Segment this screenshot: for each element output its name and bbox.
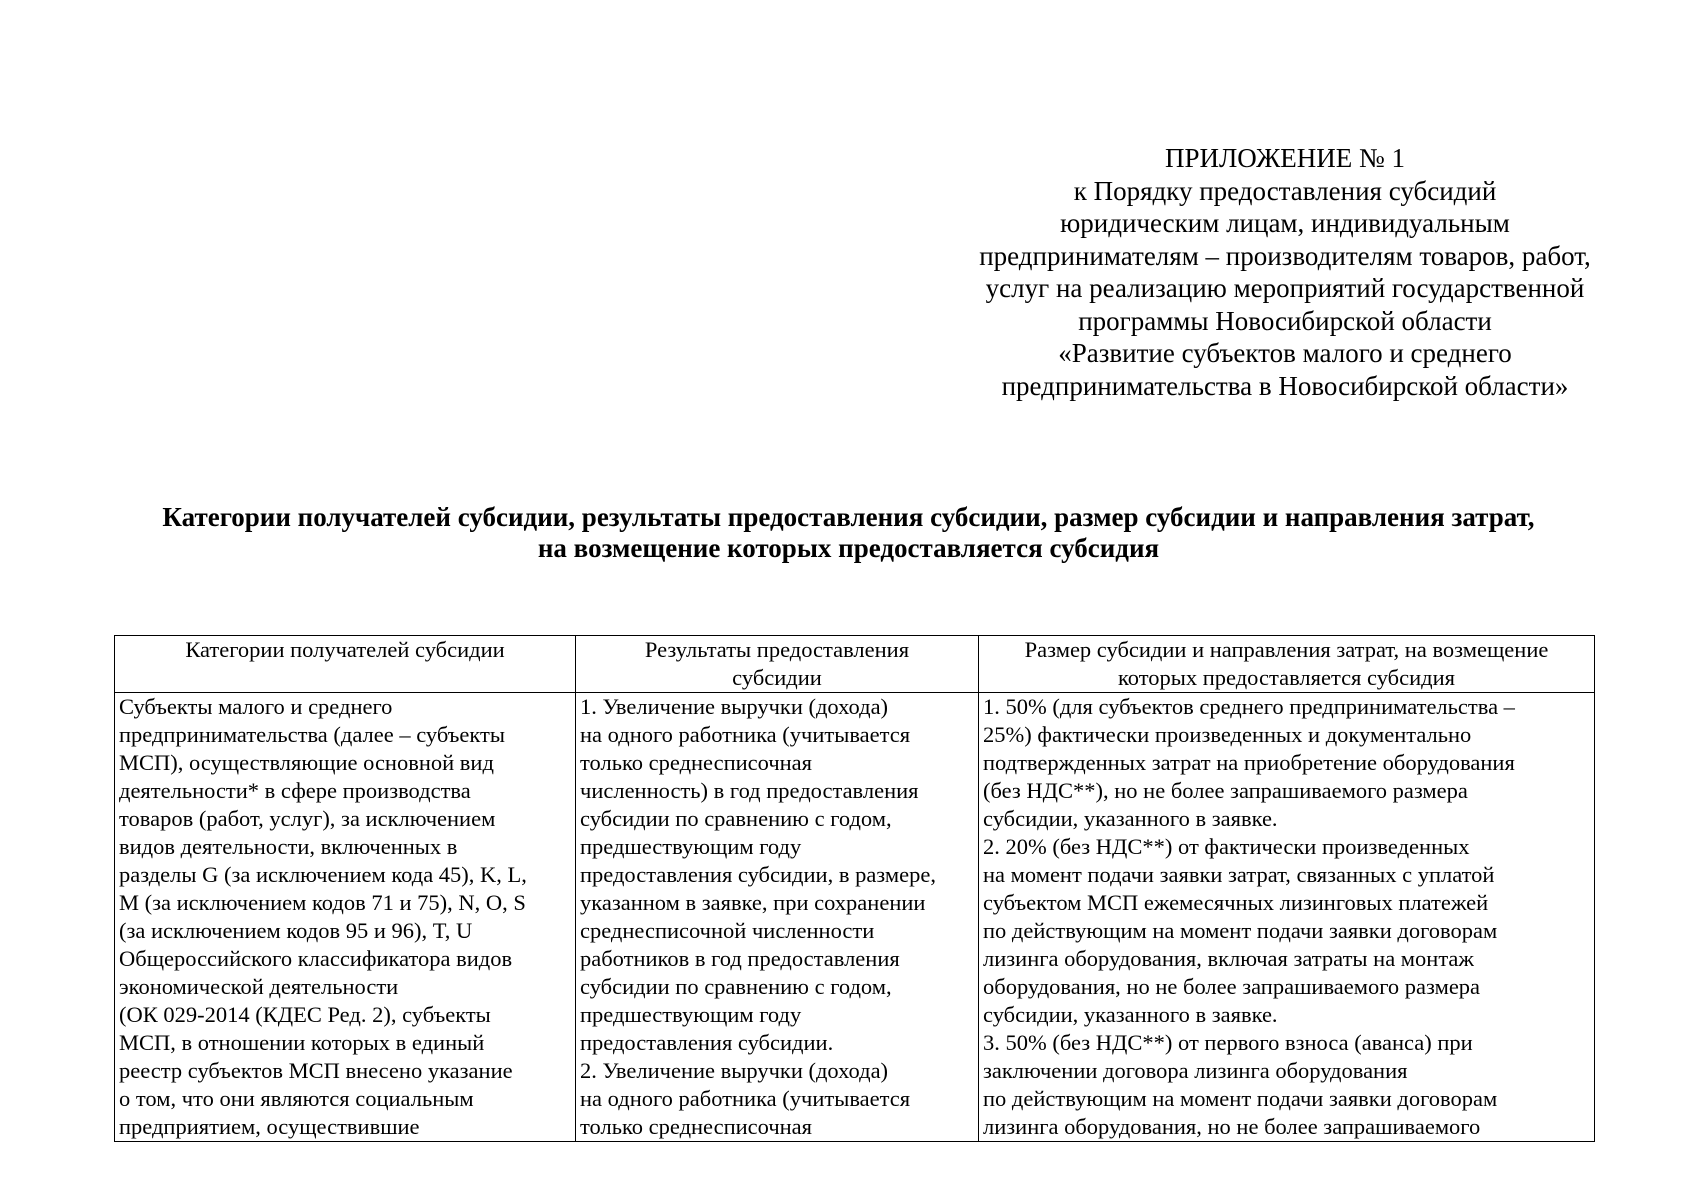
cell-text-line: по действующим на момент подачи заявки договорам	[983, 918, 1498, 943]
title-line: Категории получателей субсидии, результаты предоставления субсидии, размер субсидии и направления затрат,	[162, 502, 1535, 532]
cell-text-line: работников в год предоставления	[580, 946, 900, 971]
cell-text-line: Общероссийского классификатора видов	[119, 946, 513, 971]
cell-text-line: предшествующим году	[580, 1002, 802, 1027]
cell-text-line: предшествующим году	[580, 834, 802, 859]
column-header-line: субсидии	[732, 664, 822, 690]
cell-text-line: (без НДС**), но не более запрашиваемого размера	[983, 778, 1468, 803]
appendix-line: ПРИЛОЖЕНИЕ № 1	[1164, 143, 1406, 173]
cell-text-line: лизинга оборудования, включая затраты на монтаж	[983, 946, 1474, 971]
column-header-line: Размер субсидии и направления затрат, на возмещение	[1024, 637, 1549, 662]
cell-text-line: на момент подачи заявки затрат, связанных с уплатой	[983, 862, 1495, 887]
cell-text-line: лизинга оборудования, но не более запрашиваемого	[983, 1114, 1481, 1139]
cell-text-line: численность) в год предоставления	[580, 778, 919, 803]
cell-text-line: 1. Увеличение выручки (дохода)	[580, 694, 889, 719]
cell-text-line: субсидии по сравнению с годом,	[580, 806, 892, 831]
title-line: на возмещение которых предоставляется субсидия	[537, 533, 1160, 563]
appendix-line: к Порядку предоставления субсидий	[1073, 175, 1497, 206]
cell-text-line: МСП), осуществляющие основной вид	[119, 750, 494, 775]
cell-text-line: оборудования, но не более запрашиваемого размера	[983, 974, 1481, 999]
cell-text-line: только среднесписочная	[580, 750, 813, 775]
appendix-line: предпринимателям – производителям товаров, работ,	[979, 240, 1591, 271]
cell-text-line: 25%) фактически произведенных и документально	[983, 722, 1472, 747]
cell-text-line: субсидии по сравнению с годом,	[580, 974, 892, 999]
cell-text-line: на одного работника (учитывается	[580, 722, 911, 747]
cell-text-line: субсидии, указанного в заявке.	[983, 806, 1278, 831]
cell-text-line: предоставления субсидии, в размере,	[580, 862, 936, 887]
cell-text-line: 2. 20% (без НДС**) от фактически произведенных	[983, 834, 1470, 859]
cell-text-line: 2. Увеличение выручки (дохода)	[580, 1058, 889, 1083]
document-title	[60, 502, 1637, 564]
appendix-header	[920, 142, 1650, 402]
cell-text-line: МСП, в отношении которых в единый	[119, 1030, 485, 1055]
column-header-line: Результаты предоставления	[644, 637, 910, 662]
cell-results	[576, 693, 979, 1142]
cell-text-line: товаров (работ, услуг), за исключением	[119, 806, 496, 831]
cell-text-line: субъектом МСП ежемесячных лизинговых платежей	[983, 890, 1489, 915]
header-results	[576, 636, 979, 693]
cell-categories	[115, 693, 576, 1142]
appendix-line: «Развитие субъектов малого и среднего	[1058, 338, 1512, 368]
cell-text-line: M (за исключением кодов 71 и 75), N, O, S	[119, 890, 526, 915]
cell-text-line: только среднесписочная	[580, 1114, 813, 1139]
column-header-line: Категории получателей субсидии	[185, 637, 505, 662]
cell-text-line: субсидии, указанного в заявке.	[983, 1002, 1278, 1027]
subsidy-table	[114, 635, 1595, 1142]
cell-text-line: реестр субъектов МСП внесено указание	[119, 1058, 513, 1083]
cell-text-line: разделы G (за исключением кода 45), K, L,	[119, 862, 527, 887]
cell-text-line: видов деятельности, включенных в	[119, 834, 458, 859]
cell-text-line: (ОК 029-2014 (КДЕС Ред. 2), субъекты	[119, 1002, 491, 1027]
cell-text-line: указанном в заявке, при сохранении	[580, 890, 926, 915]
appendix-line: юридическим лицам, индивидуальным	[1060, 208, 1510, 238]
column-header-line: которых предоставляется субсидия	[1117, 664, 1455, 690]
cell-text-line: деятельности* в сфере производства	[119, 778, 471, 803]
header-subsidy-size	[979, 636, 1595, 693]
cell-text-line: по действующим на момент подачи заявки договорам	[983, 1086, 1498, 1111]
cell-text-line: заключении договора лизинга оборудования	[983, 1058, 1408, 1083]
cell-text-line: о том, что они являются социальным	[119, 1086, 474, 1111]
cell-text-line: предприятием, осуществившие	[119, 1114, 420, 1139]
cell-text-line: (за исключением кодов 95 и 96), T, U	[119, 918, 473, 943]
cell-text-line: предоставления субсидии.	[580, 1030, 834, 1055]
cell-text-line: экономической деятельности	[119, 974, 399, 999]
cell-text-line: 3. 50% (без НДС**) от первого взноса (аванса) при	[983, 1030, 1473, 1055]
cell-text-line: на одного работника (учитывается	[580, 1086, 911, 1111]
cell-text-line: предпринимательства (далее – субъекты	[119, 722, 505, 747]
cell-subsidy-size	[979, 693, 1595, 1142]
appendix-line: программы Новосибирской области	[1078, 305, 1492, 336]
table-header-row	[115, 636, 1595, 693]
appendix-line: услуг на реализацию мероприятий государственной	[985, 273, 1585, 303]
cell-text-line: Субъекты малого и среднего	[119, 694, 393, 719]
appendix-line: предпринимательства в Новосибирской области»	[1001, 370, 1569, 401]
table-row	[115, 693, 1595, 1142]
header-categories	[115, 636, 576, 693]
cell-text-line: подтвержденных затрат на приобретение оборудования	[983, 750, 1515, 775]
cell-text-line: среднесписочной численности	[580, 918, 875, 943]
cell-text-line: 1. 50% (для субъектов среднего предпринимательства –	[983, 694, 1515, 719]
